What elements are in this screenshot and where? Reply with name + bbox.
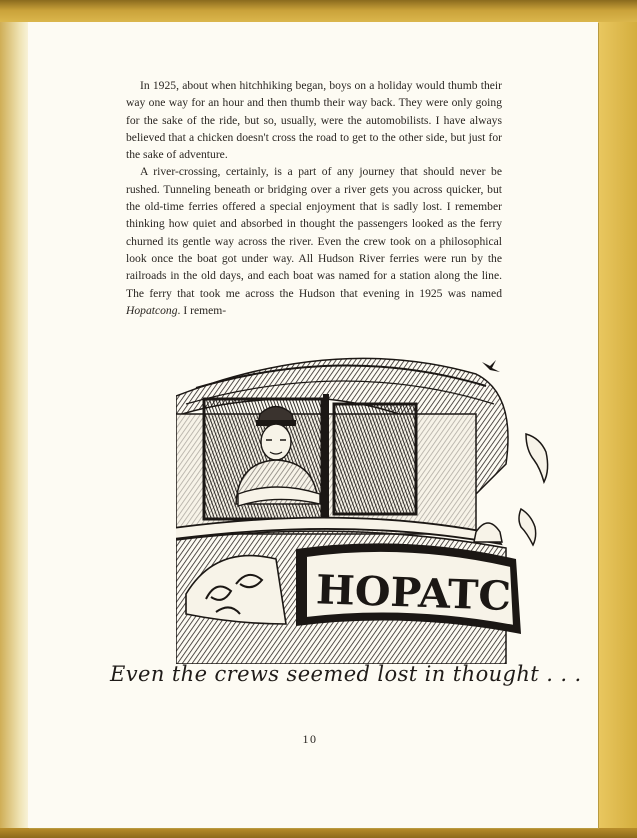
paragraph-2-end: . I remem- — [177, 303, 227, 317]
window-right — [334, 404, 416, 514]
name-sign — [296, 543, 521, 634]
ferry-name: Hopatcong — [126, 303, 178, 317]
page-number: 10 — [302, 732, 318, 746]
gull-1 — [482, 360, 500, 372]
book-binding — [0, 22, 28, 828]
body-text — [126, 77, 502, 319]
paragraph-2-text: A river-crossing, certainly, is a part of any journey that should never be rushed. Tunneling beneath or bridging over a river gets you across quicker, but the old-time ferries offered a special enjoyment that is sadly lost. I remember thinking how quiet and absorbed in thought the passengers looked as the ferry churned its gentle way across the river. Even the crew took on a philosophical look once the boat got under way. All Hudson River ferries were run by the railroads in the old days, and each boat was named for a station along the line. The ferry that took me across the Hudson that evening in 1925 was named — [126, 165, 502, 300]
paragraph-1: In 1925, about when hitchhiking began, boys on a holiday would thumb their way one way for an hour and then thumb their way back. They were only going for the sake of the ride, but so, usually, were the automobilists. I have always believed that a chicken doesn't cross the road to get to the other side, but just for the sake of adventure. — [126, 79, 502, 162]
paragraph-2 — [126, 163, 502, 319]
sign-text: HOPATC — [315, 566, 508, 620]
book-cover-right-edge — [598, 22, 637, 828]
book-cover-bottom-edge — [0, 828, 637, 838]
bell — [474, 523, 502, 542]
illustration-caption: Even the crews seemed lost in thought . . . — [110, 662, 582, 686]
gull-2 — [526, 434, 548, 482]
ferry-illustration — [176, 344, 556, 664]
gull-3 — [519, 509, 536, 545]
